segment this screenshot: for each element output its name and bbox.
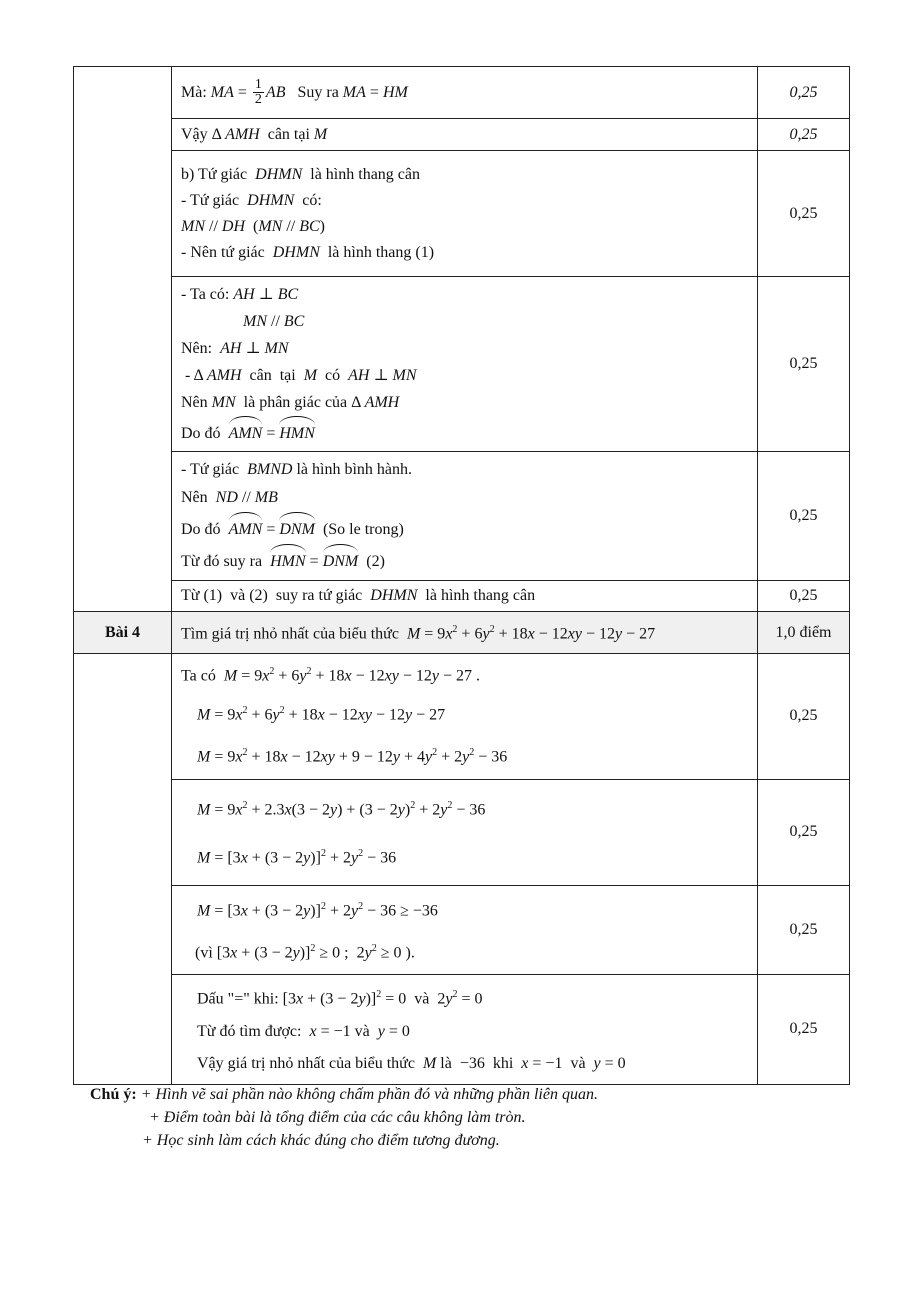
solution-cell: b) Tứ giác DHMN là hình thang cân - Tứ giác DHMN có: MN // DH (MN // BC) - Nên tứ giác DHMN là hình thang (1) <box>172 151 758 277</box>
problem-question: Tìm giá trị nhỏ nhất của biểu thức $M = 9x^2 + 6y^2 + 18x - 12xy - 12y - 27$ <box>172 612 758 654</box>
score-cell: 0,25 <box>758 119 850 151</box>
note-item: + Điểm toàn bài là tổng điểm của các câu không làm tròn. <box>149 1109 526 1126</box>
solution-cell: $M = [3x + (3 - 2y)]^2 + 2y^2 - 36 \ge -36$ (vì $[3x + (3 - 2y)]^2 \ge 0$ ; $2y^2 \ge 0$ ). <box>172 885 758 975</box>
score-cell: 0,25 <box>758 779 850 885</box>
solution-cell: Mà: MA = $\frac{1}{2}$ AB Suy ra MA = HM <box>172 67 758 119</box>
score-cell: 0,25 <box>758 581 850 612</box>
table-row <box>74 581 850 612</box>
table-row <box>74 119 850 151</box>
empty-label-cell <box>74 654 172 1085</box>
score-cell: 0,25 <box>758 151 850 277</box>
score-cell: 0,25 <box>758 975 850 1084</box>
footnote <box>90 1083 598 1152</box>
solution-cell: - Tứ giác BMND là hình bình hành. Nên ND // MB Do đó AMN = DNM (So le trong) Từ đó suy ra HMN = DNM (2) <box>172 452 758 581</box>
problem-label: Bài 4 <box>74 612 172 654</box>
grading-table <box>73 66 850 1085</box>
score-cell: 0,25 <box>758 67 850 119</box>
table-row <box>74 452 850 581</box>
score-cell: 0,25 <box>758 277 850 452</box>
grading-table-container <box>73 66 848 1085</box>
table-row <box>74 67 850 119</box>
table-row <box>74 779 850 885</box>
note-label: Chú ý: <box>90 1086 137 1103</box>
score-cell: 0,25 <box>758 885 850 975</box>
score-cell: 0,25 <box>758 654 850 780</box>
solution-cell: Ta có $M = 9x^2 + 6y^2 + 18x - 12xy - 12y - 27$ . $M = 9x^2 + 6y^2 + 18x - 12xy - 12y - 27$ $M = 9x^2 + 18x - 12xy + 9 - 12y + 4y^2 + 2y^2 - 36$ <box>172 654 758 780</box>
table-row <box>74 612 850 654</box>
table-row <box>74 654 850 780</box>
table-row <box>74 277 850 452</box>
table-row <box>74 885 850 975</box>
solution-cell: Dấu "=" khi: $[3x + (3 - 2y)]^2 = 0$ và $2y^2 = 0$ Từ đó tìm được: x = −1 và y = 0 Vậy giá trị nhỏ nhất của biểu thức M là −36 khi x = −1 và y = 0 <box>172 975 758 1084</box>
table-row <box>74 151 850 277</box>
empty-label-cell <box>74 67 172 612</box>
note-item: + Hình vẽ sai phần nào không chấm phần đó và những phần liên quan. <box>140 1086 598 1103</box>
note-item: + Học sinh làm cách khác đúng cho điểm tương đương. <box>142 1132 500 1149</box>
score-cell: 0,25 <box>758 452 850 581</box>
table-row <box>74 975 850 1084</box>
solution-cell: $M = 9x^2 + 2.3x(3 - 2y) + (3 - 2y)^2 + 2y^2 - 36$ $M = [3x + (3 - 2y)]^2 + 2y^2 - 36$ <box>172 779 758 885</box>
solution-cell: Vậy Δ AMH cân tại M <box>172 119 758 151</box>
solution-cell: - Ta có: AH ⊥ BC MN // BC Nên: AH ⊥ MN - Δ AMH cân tại M có AH ⊥ MN Nên MN là phân giác của Δ AMH Do đó AMN = HMN <box>172 277 758 452</box>
problem-points: 1,0 điểm <box>758 612 850 654</box>
solution-cell: Từ (1) và (2) suy ra tứ giác DHMN là hình thang cân <box>172 581 758 612</box>
